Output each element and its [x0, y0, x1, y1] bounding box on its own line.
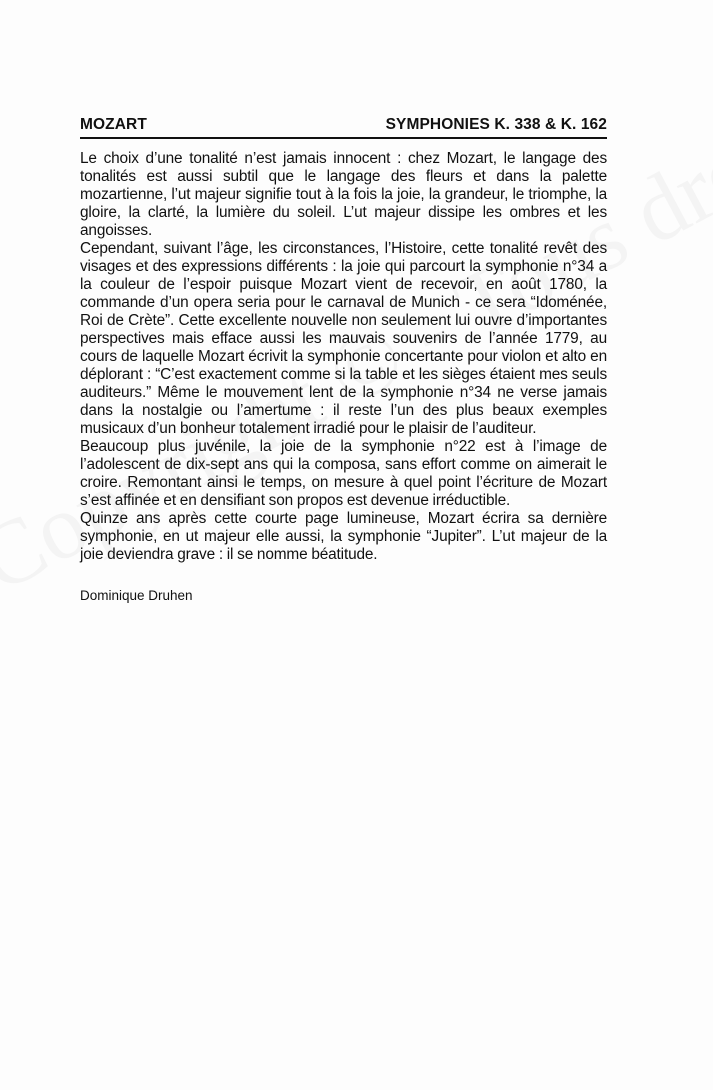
paragraph-3: Beaucoup plus juvénile, la joie de la symphonie n°22 est à l’image de l’adolescent de dix-sept ans qui la composa, sans effort comme on aimerait le croire. Remontant ainsi le temps, on mesure à quel point l’écriture de Mozart s’est affinée et en densifiant son propos est devenue irréductible.	[80, 438, 607, 509]
running-header	[80, 116, 607, 134]
author-signature: Dominique Druhen	[80, 588, 193, 603]
header-composer: MOZART	[80, 116, 147, 133]
body-text	[80, 150, 607, 564]
paragraph-4: Quinze ans après cette courte page lumineuse, Mozart écrira sa dernière symphonie, en ut majeur elle aussi, la symphonie “Jupiter”. L’ut majeur de la joie deviendra grave : il se nomme béatitude.	[80, 510, 607, 563]
paragraph-2: Cependant, suivant l’âge, les circonstances, l’Histoire, cette tonalité revêt des visages et des expressions différents : la joie qui parcourt la symphonie n°34 a la couleur de l’espoir puisque Mozart vient de recevoir, en août 1780, la commande d’un opera seria pour le carnaval de Munich - ce sera “Idoménée, Roi de Crète”. Cette excellente nouvelle non seulement lui ouvre d’importantes perspectives mais efface aussi les mauvais souvenirs de l’année 1779, au cours de laquelle Mozart écrivit la symphonie concertante pour violon et alto en déplorant : “C’est exactement comme si la table et les sièges étaient mes seuls auditeurs.” Même le mouvement lent de la symphonie n°34 ne verse jamais dans la nostalgie ou l’amertume : il reste l’un des plus beaux exemples musicaux d’un bonheur totalement irradié pour le plaisir de l’auditeur.	[80, 240, 607, 437]
header-rule	[80, 137, 607, 139]
header-work-title: SYMPHONIES K. 338 & K. 162	[385, 116, 607, 133]
paragraph-1: Le choix d’une tonalité n’est jamais innocent : chez Mozart, le langage des tonalités est aussi subtil que le langage des fleurs et dans la palette mozartienne, l’ut majeur signifie tout à la fois la joie, la grandeur, le triomphe, la gloire, la clarté, la lumière du soleil. L’ut majeur dissipe les ombres et les angoisses.	[80, 150, 607, 239]
